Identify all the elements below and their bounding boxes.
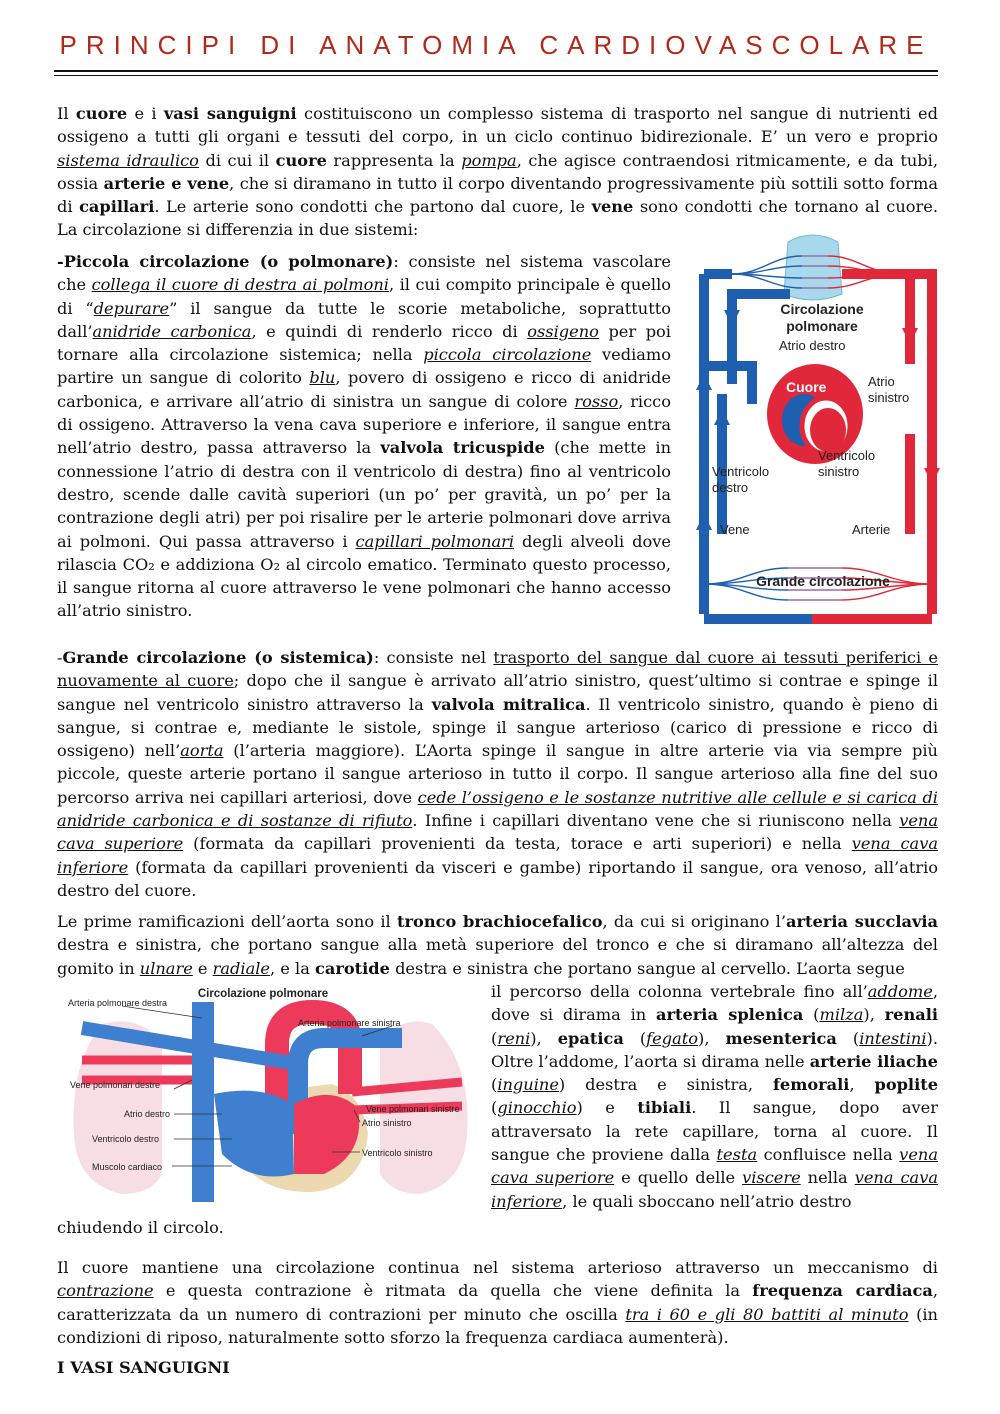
label-arteria-polm-sinistra: Arteria polmonare sinistra [298,1018,401,1028]
label-atrio-sin-1: Atrio [868,374,895,389]
title-rule-thin [54,75,938,76]
label-atrio-sin-2: sinistro [868,390,910,405]
fig2-title: Circolazione polmonare [197,988,329,1000]
label-ventricolo-destro: Ventricolo destro [92,1134,160,1144]
label-arteria-polm-destra: Arteria polmonare destra [68,998,168,1008]
lung-capillaries-icon [784,235,842,300]
intro-paragraph: Il cuore e i vasi sanguigni costituiscono un complesso sistema di trasporto nel sangue di nutrienti ed ossigeno a tutti gli organi e tessuti del corpo, in un ciclo continuo bidirezionale. E’ un vero e proprio sistema idraulico di cui il cuore rappresenta la pompa, che agisce contraendosi ritmicamente, e da tubi, ossia arterie e vene, che si diramano in tutto il corpo diventando progressivamente più sottili sotto forma di capillari. Le arterie sono condotti che partono dal cuore, le vene sono condotti che tornano al cuore. La circolazione si differenzia in due sistemi: [57,104,939,240]
page-title: PRINCIPI DI ANATOMIA CARDIOVASCOLARE [59,30,933,60]
section-heading-vasi: I VASI SANGUIGNI [57,1358,230,1377]
label-vene-polm-destre: Vene polmonari destre [70,1080,161,1090]
label-ventr-sx-2: sinistro [818,464,860,479]
label-atrio-destro: Atrio destro [779,338,846,353]
grande-circolazione-paragraph: -Grande circolazione (o sistemica): consiste nel trasporto del sangue dal cuore ai tessuti periferici e nuovamente al cuore; dopo che il sangue è arrivato all’atrio sinistro, quest’ultimo si contrae e spinge il sangue nel ventricolo sinistro attraverso la valvola mitralica. Il ventricolo sinistro, quando è pieno di sangue, si contrae e, mediante le sistole, spinge il sangue arterioso (carico di pressione e ricco di ossigeno) nell’aorta (l’arteria maggiore). L’Aorta spinge il sangue in altre arterie via via sempre più piccole, queste arterie portano il sangue arterioso in tutto il corpo. Il sangue arterioso alla fine del suo percorso arriva nei capillari arteriosi, dove cede l’ossigeno e le sostanze nutritive alle cellule e si carica di anidride carbonica e di sostanze di rifiuto. Infine i capillari diventano vene che si riuniscono nella vena cava superiore (formata da capillari provenienti da testa, torace e arti superiori) e nella vena cava inferiore (formata da capillari provenienti da visceri e gambe) riportando il sangue, ora venoso, all’atrio destro del cuore. [57,648,939,900]
label-circolazione-polmonare: Circolazione [780,301,864,317]
label-ventr-dx-2: destro [712,480,749,495]
circulation-diagram [692,234,942,630]
label-ventricolo-sinistro: Ventricolo sinistro [362,1148,433,1158]
label-vene-polm-sinistre: Vene polmonari sinistre [366,1104,460,1114]
piccola-circolazione-paragraph: -Piccola circolazione (o polmonare): consiste nel sistema vascolare che collega il cuore di destra ai polmoni, il cui compito principale è quello di “depurare” il sangue da tutte le scorie metaboliche, soprattutto dall’anidride carbonica, e quindi di renderlo ricco di ossigeno per poi tornare alla circolazione sistemica; nella piccola circolazione vediamo partire un sangue di colorito blu, povero di ossigeno e ricco di anidride carbonica, e arrivare all’atrio di sinistra un sangue di colore rosso, ricco di ossigeno. Attraverso la vena cava superiore e inferiore, il sangue entra nell’atrio destro, passa attraverso la valvola tricuspide (che mette in connessione l’atrio di destra con il ventricolo di destra) fino al ventricolo destro, scende dalle cavità superiori (un po’ per gravità, un po’ per la contrazione degli atri) per poi risalire per le arterie polmonari dove arriva ai polmoni. Qui passa attraverso i capillari polmonari degli alveoli dove rilascia CO₂ e addiziona O₂ al circolo ematico. Terminato questo processo, il sangue ritorna al cuore attraverso le vene polmonari che hanno accesso all’atrio sinistro. [57,252,672,621]
title-rule [54,70,938,72]
label-ventr-dx-1: Ventricolo [712,464,770,479]
ramificazioni-end: chiudendo il circolo. [57,1218,224,1237]
label-vene: Vene [720,522,750,537]
label-polmonare: polmonare [786,318,858,334]
label-muscolo-cardiaco: Muscolo cardiaco [92,1162,163,1172]
label-atrio-sinistro: Atrio sinistro [362,1118,412,1128]
frequenza-paragraph: Il cuore mantiene una circolazione continua nel sistema arterioso attraverso un meccanismo di contrazione e questa contrazione è ritmata da quella che viene definita la frequenza cardiaca, caratterizzata da un numero di contrazioni per minuto che oscilla tra i 60 e gli 80 battiti al minuto (in condizioni di riposo, naturalmente sotto sforzo la frequenza cardiaca aumenterà). [57,1258,938,1347]
label-ventr-sx-1: Ventricolo [818,448,876,463]
label-grande-circolazione: Grande circolazione [756,573,890,589]
pulmonary-circulation-diagram [62,984,480,1216]
label-cuore: Cuore [786,379,827,395]
label-arterie: Arterie [852,522,891,537]
ramificazioni-paragraph: Le prime ramificazioni dell’aorta sono il tronco brachiocefalico, da cui si originano l’arteria succlavia destra e sinistra, che portano sangue alla metà superiore del tronco e che si diramano all’altezza del gomito in ulnare e radiale, e la carotide destra e sinistra che portano sangue al cervello. L’aorta segue [57,912,939,978]
ramificazioni-column: il percorso della colonna vertebrale fino all’addome, dove si dirama in arteria splenica (milza), renali (reni), epatica (fegato), mesenterica (intestini). Oltre l’addome, l’aorta si dirama nelle arterie iliache (inguine) destra e sinistra, femorali, poplite (ginocchio) e tibiali. Il sangue, dopo aver attraversato la rete capillare, torna al cuore. Il sangue che proviene dalla testa confluisce nella vena cava superiore e quello delle viscere nella vena cava inferiore, le quali sboccano nell’atrio destro [491,982,939,1211]
label-atrio-destro: Atrio destro [124,1109,171,1119]
